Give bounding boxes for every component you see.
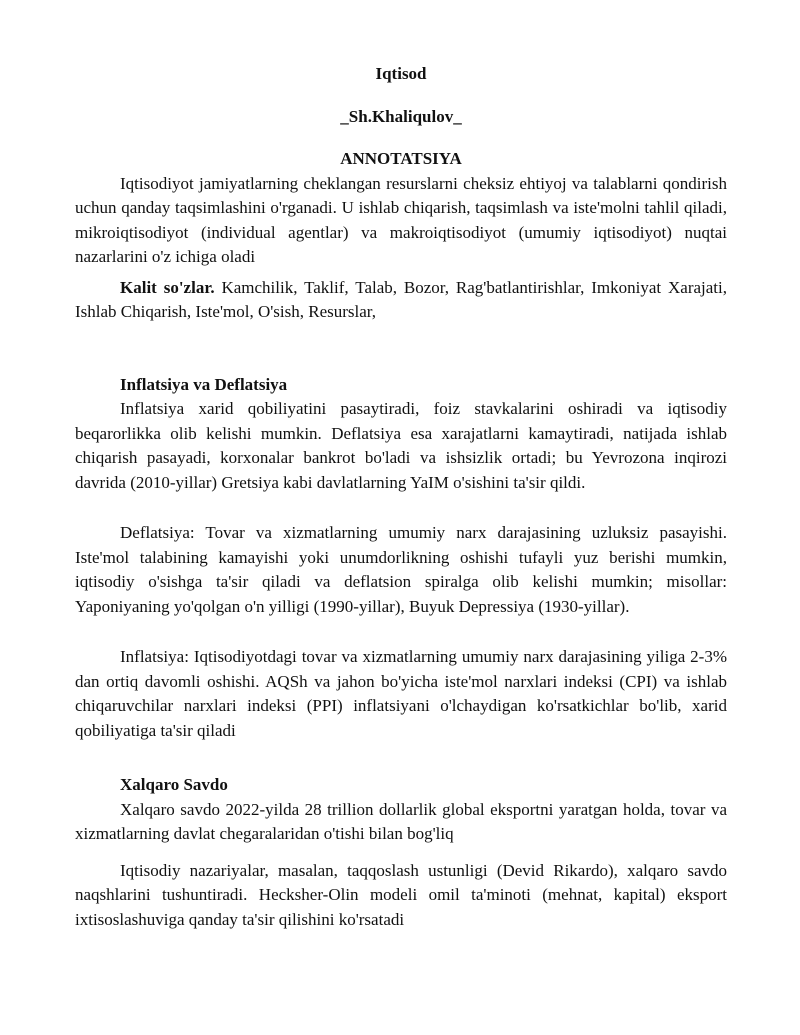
section-heading-trade: Xalqaro Savdo xyxy=(120,775,228,794)
trade-paragraph-1: Xalqaro savdo 2022-yilda 28 trillion dollarlik global eksportni yaratgan holda, tovar va xizmatlarning davlat chegaralaridan o'tishi bilan bog'liq xyxy=(75,799,727,843)
annotation-paragraph: Iqtisodiyot jamiyatlarning cheklangan resurslarni cheksiz ehtiyoj va talablarni qondirish uchun qanday taqsimlashini o'rganadi. U ishlab chiqarish, taqsimlash va iste'molni tahlil qiladi, mikroiqtisodiyot (individual agentlar) va makroiqtisodiyot (umumiy iqtisodiyot) nuqtai nazarlarini o'z ichiga oladi xyxy=(75,173,727,266)
section-heading-inflation: Inflatsiya va Deflatsiya xyxy=(120,374,288,394)
trade-paragraph-2: Iqtisodiy nazariyalar, masalan, taqqoslash ustunligi (Devid Rikardo), xalqaro savdo naqshlarini tushuntiradi. Hecksher-Olin modeli omil ta'minoti (mehnat, kapital) eksport ixtisoslashuviga qanday ta'sir qilishini ko'rsatadi xyxy=(75,860,727,929)
inflation-paragraph-2: Deflatsiya: Tovar va xizmatlarning umumiy narx darajasining uzluksiz pasayishi. Iste'mol talabining kamayishi yoki unumdorlikning oshishi tufayli yuz berishi mumkin, iqtisodiy o'sishga ta'sir qiladi va deflatsion spiralga olib kelishi mumkin; misollar: Yaponiyaning yo'qolgan o'n yilligi (1990-yillar), Buyuk Depressiya (1930-yillar). xyxy=(75,523,727,616)
document-title: Iqtisod xyxy=(375,64,427,83)
document-page xyxy=(75,62,727,932)
inflation-paragraph-3: Inflatsiya: Iqtisodiyotdagi tovar va xizmatlarning umumiy narx darajasining yiliga 2-3% dan ortiq davomli oshishi. AQSh va jahon bo'yicha iste'mol narxlari indeksi (CPI) va ishlab chiqaruvchilar narxlari indeksi (PPI) inflatsiyani o'lchaydigan ko'rsatkichlar bo'lib, xarid qobiliyatiga ta'sir qiladi xyxy=(75,647,727,740)
keywords-label: Kalit so'zlar. xyxy=(120,277,215,297)
annotation-heading: ANNOTATSIYA xyxy=(340,149,462,168)
inflation-paragraph-1: Inflatsiya xarid qobiliyatini pasaytiradi, foiz stavkalarini oshiradi va iqtisodiy beqarorlikka olib kelishi mumkin. Deflatsiya esa xarajatlarni kamaytiradi, natijada ishlab chiqarish pasayadi, korxonalar bankrot bo'ladi va ishsizlik ortadi; bu Yevrozona inqirozi davrida (2010-yillar) Gretsiya kabi davlatlarning YaIM o'sishini ta'sir qildi. xyxy=(75,399,727,492)
keywords-text: Kamchilik, Taklif, Talab, Bozor, Rag'batlantirishlar, Imkoniyat Xarajati, Ishlab Chiqarish, Iste'mol, O'sish, Resurslar, xyxy=(75,277,727,321)
author-line: _Sh.Khaliqulov_ xyxy=(340,106,462,126)
keywords-paragraph xyxy=(75,276,727,325)
